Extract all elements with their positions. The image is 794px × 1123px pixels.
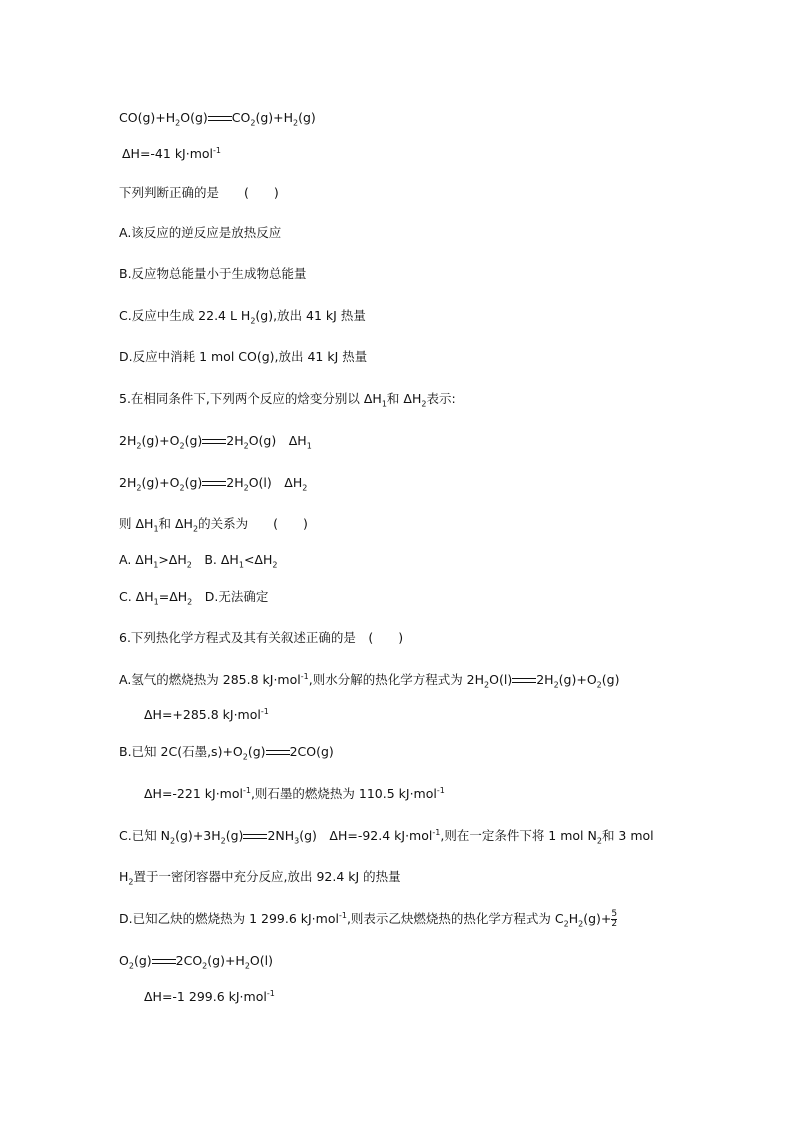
q4-option-a: A.该反应的逆反应是放热反应: [119, 225, 282, 240]
q6-stem: 6.下列热化学方程式及其有关叙述正确的是 ( ): [119, 630, 404, 645]
equals-arrow-icon: [202, 437, 226, 447]
q4-stem: 下列判断正确的是 ( ): [119, 185, 279, 200]
equals-arrow-icon: [202, 479, 226, 489]
reversible-arrow-icon: [208, 114, 232, 124]
q6-option-b: B.已知 2C(石墨$,s)+O_2(g)$ 2CO(g): [119, 744, 334, 762]
q4-enthalpy: ΔH=-41 kJ·mol$^{-1}$: [122, 145, 221, 161]
q6-option-d-continued: $O_2(g)$ $2CO_2(g)+H_2O(l)$: [119, 953, 273, 971]
q6-option-a-enthalpy: ΔH=+285.8 kJ·mol$^{-1}$: [144, 706, 269, 722]
q5-equation-1: $2H_2(g)+O_2(g)$ $2H_2O(g)$ $\Delta H_1$: [119, 433, 312, 451]
q4-option-c: C.反应中生成 22.4 L $H_2(g)$,放出 41 kJ 热量: [119, 308, 366, 326]
q6-option-c-continued: $H_2$置于一密闭容器中充分反应,放出 92.4 kJ 的热量: [119, 869, 401, 887]
q5-equation-2: $2H_2(g)+O_2(g)$ $2H_2O(l)$ $\Delta H_2$: [119, 475, 308, 493]
q4-equation: $CO(g)+H_2O(g)$ $CO_2(g)+H_2(g)$: [119, 110, 316, 128]
q4-option-b: B.反应物总能量小于生成物总能量: [119, 266, 307, 281]
equals-arrow-icon: [266, 748, 290, 758]
q6-option-b-enthalpy: ΔH=-221 kJ·mol$^{-1}$,则石墨的燃烧热为 110.5 kJ·mol$^{-1}$: [144, 785, 445, 801]
q4-option-d: D.反应中消耗 1 mol CO(g),放出 41 kJ 热量: [119, 349, 368, 364]
q5-stem: 5.在相同条件下,下列两个反应的焓变分别以 $\Delta H_1$和 $\Delta H_2$表示:: [119, 391, 456, 409]
q5-question: 则 $\Delta H_1$和 $\Delta H_2$的关系为 ( ): [119, 516, 308, 534]
q5-options-cd: C. $\Delta H_1=\Delta H_2$ D.无法确定: [119, 589, 269, 607]
equals-arrow-icon: [152, 957, 176, 967]
q6-option-d-enthalpy: ΔH=-1 299.6 kJ·mol$^{-1}$: [144, 988, 275, 1004]
q6-option-d: D.已知乙炔的燃烧热为 1 299.6 kJ·mol$^{-1}$,则表示乙炔燃烧热的热化学方程式为 $C_2H_2(g)+$ $\frac{5}{2}$: [119, 909, 618, 929]
q5-options-ab: A. $\Delta H_1>\Delta H_2$ B. $\Delta H_1<\Delta H_2$: [119, 552, 278, 570]
q6-option-c: C.已知 $N_2(g)+3H_2(g)$ $2NH_3(g)$ ΔH=-92.4 kJ·mol$^{-1}$,则在一定条件下将 1 mol $N_2$和 3 mol: [119, 827, 654, 846]
reversible-arrow-icon: [243, 832, 267, 842]
fraction-five-halves: $\frac{5}{2}$: [611, 909, 618, 929]
q6-option-a: A.氢气的燃烧热为 285.8 kJ·mol$^{-1}$,则水分解的热化学方程式为 $2H_2O(l)$ $2H_2(g)+O_2(g)$: [119, 671, 620, 690]
equals-arrow-icon: [512, 676, 536, 686]
